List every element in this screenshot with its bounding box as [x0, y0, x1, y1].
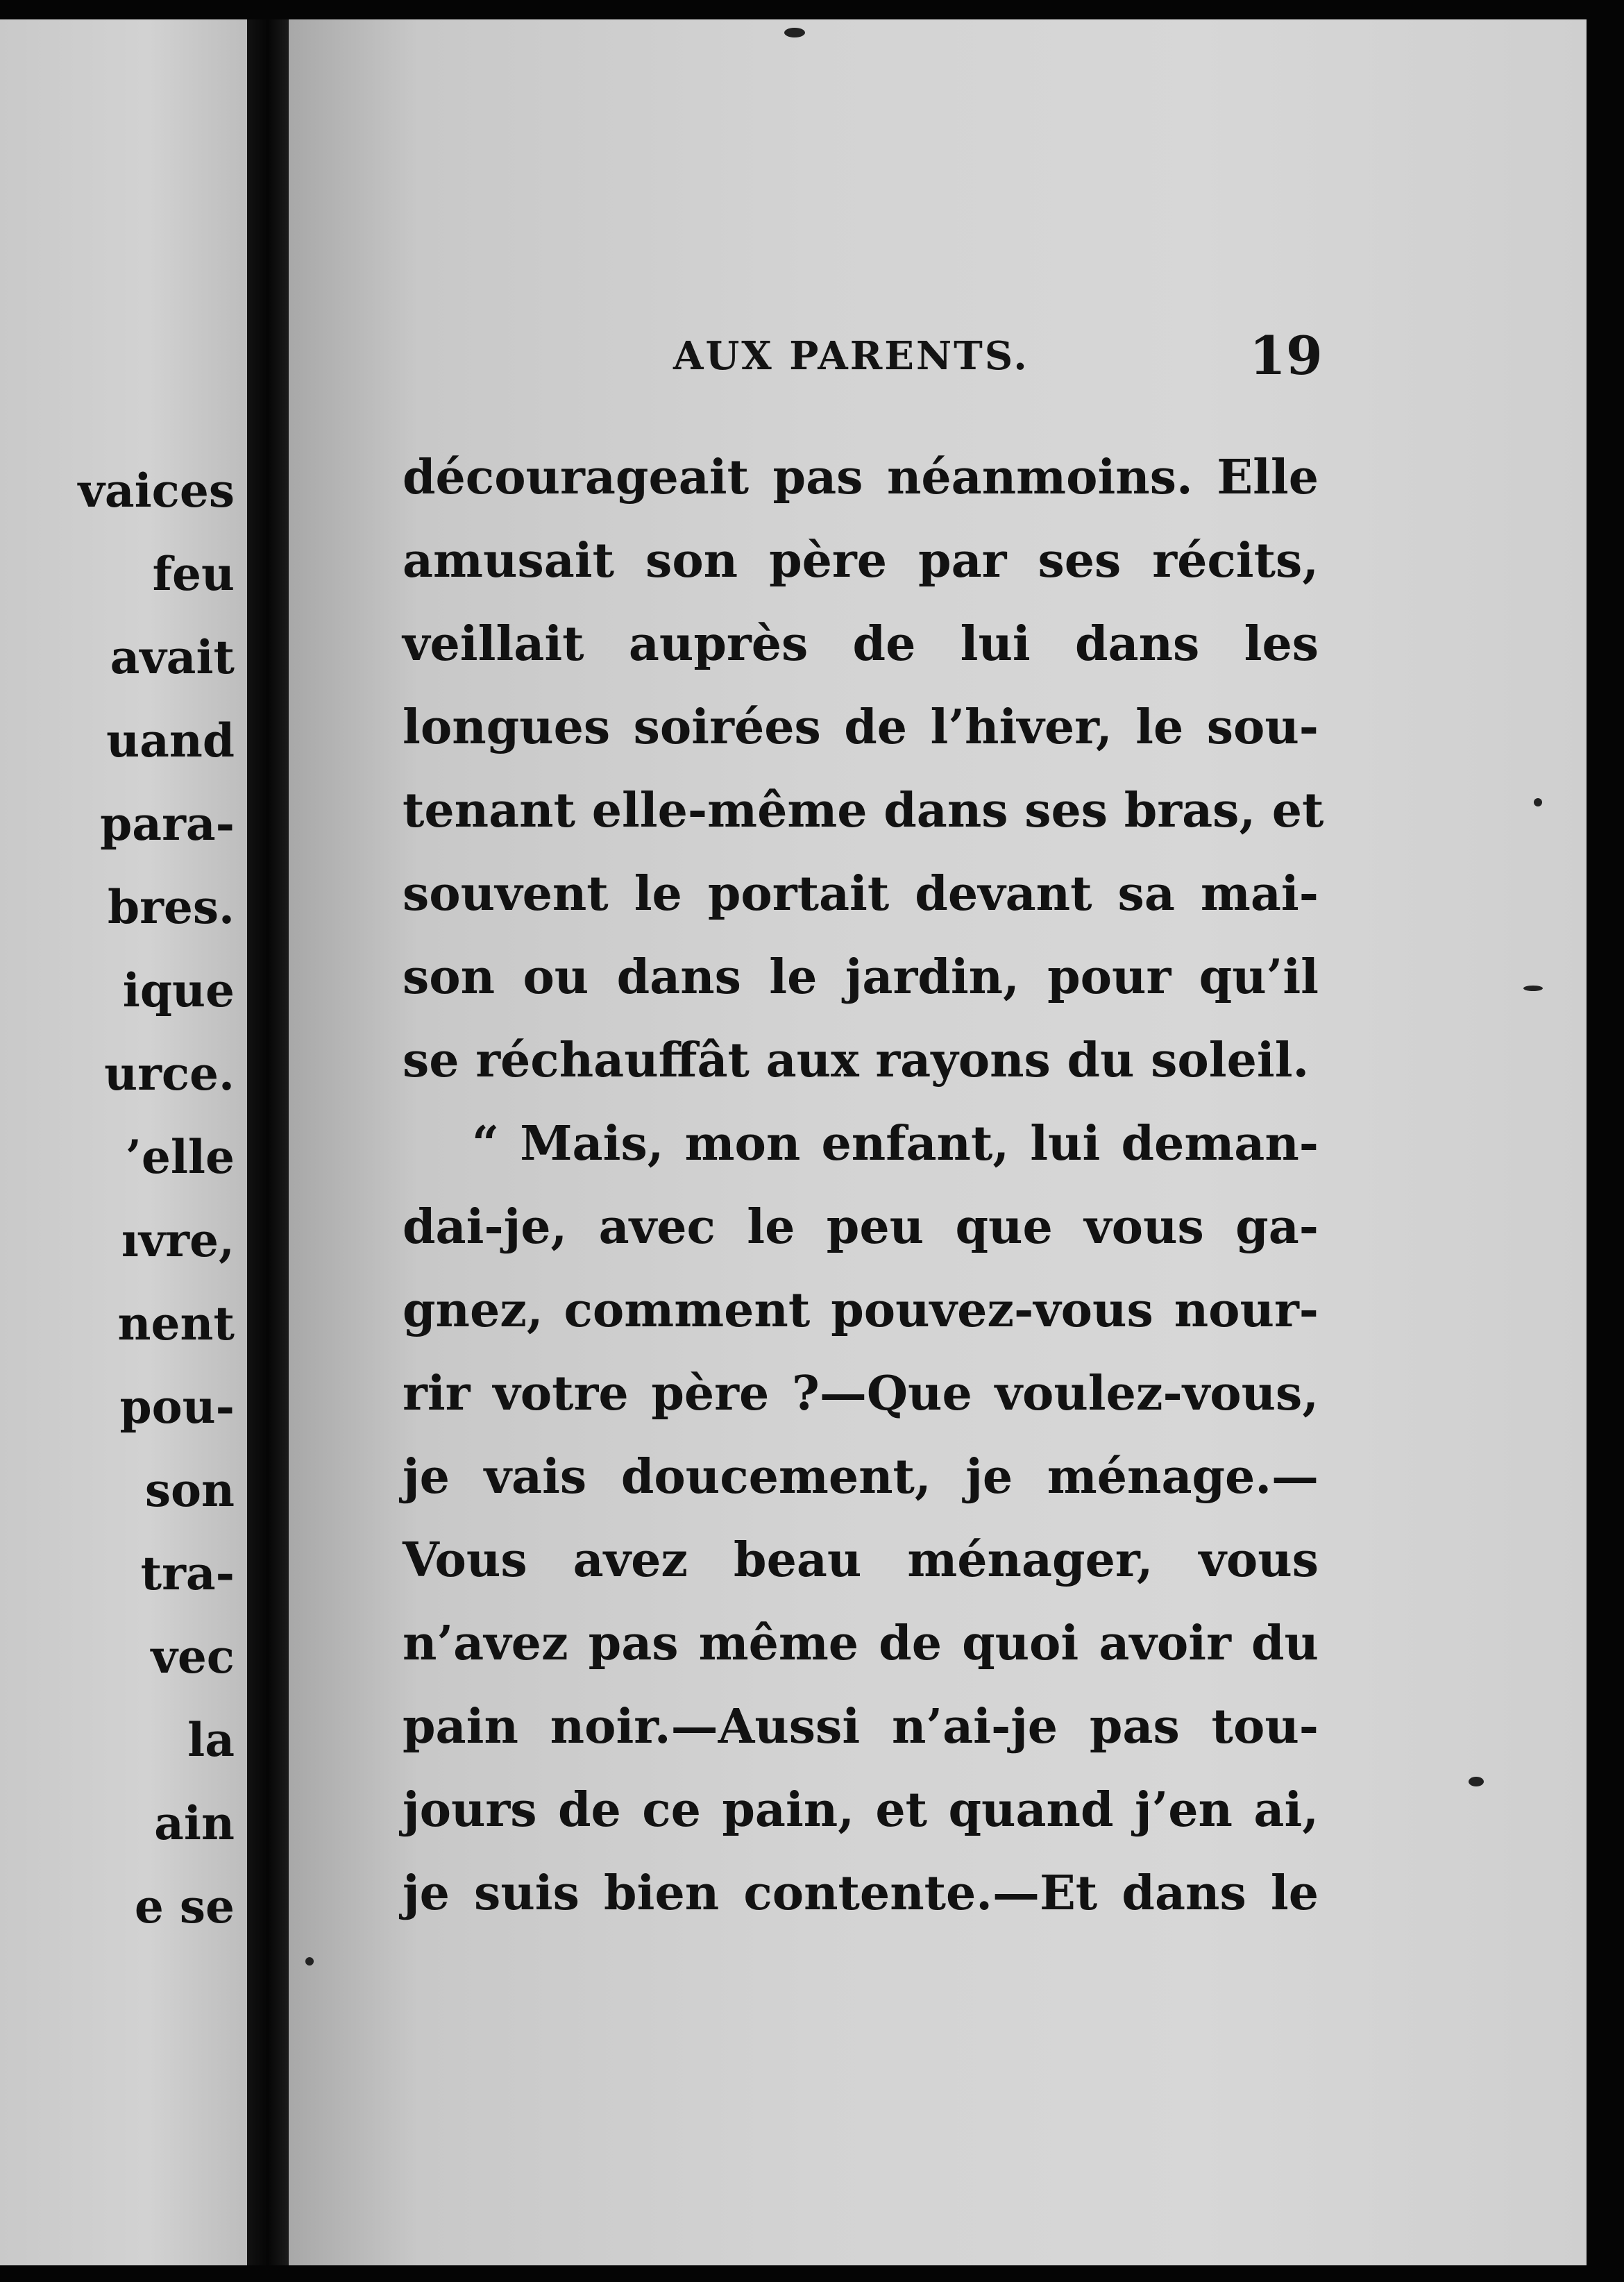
body-line: pain noir.—Aussi n’ai-je pas tou- — [403, 1699, 1319, 1755]
running-head: AUX PARENTS. — [673, 333, 1029, 379]
body-line: Vous avez beau ménager, vous — [403, 1532, 1319, 1588]
left-page-line: son — [144, 1463, 235, 1517]
scan-speck — [1469, 1777, 1484, 1786]
left-page — [0, 19, 247, 2265]
left-page-line: ’elle — [125, 1130, 235, 1184]
scan-speck — [305, 1957, 314, 1966]
left-page-line: uand — [106, 713, 235, 768]
body-line: se réchauffât aux rayons du soleil. — [403, 1033, 1310, 1088]
left-page-line: feu — [152, 547, 235, 601]
scan-speck — [1534, 798, 1542, 806]
left-page-line: ıvre, — [121, 1213, 235, 1267]
left-page-line: urce. — [104, 1047, 235, 1101]
left-page-line: bres. — [107, 880, 235, 934]
left-page-line: ain — [154, 1796, 235, 1850]
body-line: “ Mais, mon enfant, lui deman- — [472, 1116, 1319, 1172]
left-page-line: avait — [110, 630, 235, 684]
left-page-line: tra- — [140, 1546, 235, 1600]
body-line: dai-je, avec le peu que vous ga- — [403, 1199, 1319, 1255]
body-line: souvent le portait devant sa mai- — [403, 866, 1319, 922]
scan-border-bottom — [0, 2265, 1624, 2282]
body-line: jours de ce pain, et quand j’en ai, — [403, 1782, 1319, 1838]
scan-speck — [784, 28, 805, 37]
body-line: n’avez pas même de quoi avoir du — [403, 1616, 1319, 1671]
scan-border-top — [0, 0, 1624, 19]
body-line: décourageait pas néanmoins. Elle — [403, 450, 1319, 505]
left-page-line: pou- — [119, 1380, 235, 1434]
body-line: gnez, comment pouvez-vous nour- — [403, 1283, 1319, 1338]
body-line: je suis bien contente.—Et dans le — [403, 1866, 1319, 1921]
left-page-line: para- — [100, 797, 235, 851]
body-line: tenant elle-même dans ses bras, et — [403, 783, 1324, 838]
left-page-line: ique — [122, 963, 235, 1017]
body-line: amusait son père par ses récits, — [403, 533, 1319, 589]
scan-speck — [1523, 986, 1543, 991]
body-line: son ou dans le jardin, pour qu’il — [403, 949, 1319, 1005]
left-page-line: vaices — [78, 464, 235, 518]
page-number: 19 — [1249, 325, 1323, 387]
left-page-line: la — [187, 1713, 235, 1767]
left-page-line: vec — [151, 1630, 235, 1684]
left-page-line: nent — [117, 1296, 235, 1351]
body-line: rir votre père ?—Que voulez-vous, — [403, 1366, 1319, 1421]
body-line: longues soirées de l’hiver, le sou- — [403, 700, 1319, 755]
body-line: je vais doucement, je ménage.— — [403, 1449, 1319, 1505]
scan-border-right — [1587, 0, 1624, 2282]
book-gutter — [247, 19, 289, 2265]
body-line: veillait auprès de lui dans les — [403, 616, 1319, 672]
left-page-line: e se — [134, 1879, 235, 1934]
